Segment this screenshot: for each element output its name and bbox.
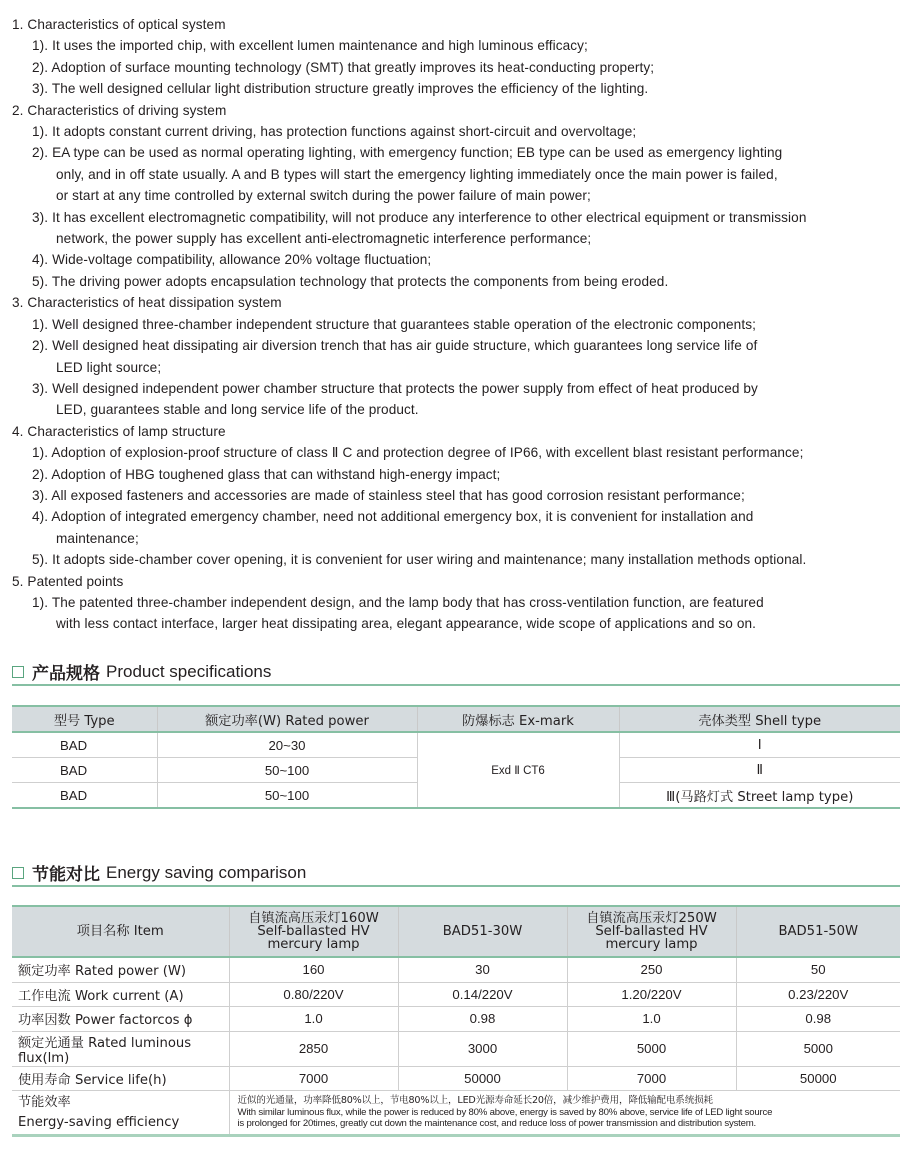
value-cell: 3000 [398, 1031, 567, 1066]
header-line: BAD51-50W [778, 924, 859, 939]
item-number: 4). [32, 509, 49, 525]
list-item [12, 314, 892, 335]
value-cell: 250 [567, 957, 736, 982]
spec-header-row [12, 706, 900, 732]
spec-exmark-cell: Exd Ⅱ CT6 [417, 732, 619, 808]
section-title: 1. Characteristics of optical system [12, 17, 226, 32]
item-number: 3). [32, 81, 49, 97]
header-line: 项目名称 Item [76, 924, 164, 939]
section-title: 2. Characteristics of driving system [12, 102, 227, 118]
spec-header-exmark: 防爆标志 Ex-mark [417, 706, 619, 732]
item-text: only, and in off state usually. A and B types will start the emergency lighting immediately once the main power is failed, [56, 166, 778, 182]
row-label: 额定功率 Rated power (W) [12, 957, 229, 982]
item-text: The driving power adopts encapsulation technology that protects the components from being eroded. [51, 273, 669, 289]
value-cell: 0.98 [736, 1007, 900, 1032]
item-number: 1). [32, 594, 49, 610]
list-item [12, 207, 892, 250]
energy-title-cn: 节能对比 [32, 865, 100, 885]
spec-table [12, 705, 900, 809]
value-cell: 1.20/220V [567, 982, 736, 1007]
efficiency-text-en-2: is prolonged for 20times, greatly cut down the maintenance cost, and reduce loss of power transmission and distribution system. [237, 1118, 757, 1130]
item-text: maintenance; [56, 530, 139, 546]
efficiency-row [12, 1091, 900, 1136]
checkbox-square-icon [12, 867, 24, 879]
item-text: LED light source; [56, 359, 162, 375]
header-line: 自镇流高压汞灯160W [248, 911, 379, 926]
item-text: Adoption of integrated emergency chamber, need not additional emergency box, it is convenient for installation and [51, 509, 754, 525]
list-item [12, 335, 892, 378]
table-row [12, 1007, 900, 1032]
section-title: 3. Characteristics of heat dissipation system [12, 295, 282, 311]
spec-power-cell: 50~100 [157, 758, 417, 783]
item-number: 2). [32, 338, 49, 354]
list-item [12, 57, 892, 78]
item-number: 2). [32, 145, 49, 161]
header-line: mercury lamp [267, 937, 360, 952]
item-text: Adoption of surface mounting technology (SMT) that greatly improves its heat-conducting property; [51, 59, 655, 75]
spec-header-shell: 壳体类型 Shell type [619, 706, 900, 732]
item-text: The patented three-chamber independent design, and the lamp body that has cross-ventilation function, are featured [51, 594, 764, 610]
header-line: mercury lamp [605, 937, 698, 952]
spec-type-cell: BAD [12, 783, 157, 809]
efficiency-text-cn: 近似的光通量，功率降低80%以上，节电80%以上，LED光源寿命延长20倍，减少维护费用，降低输配电系统损耗 [237, 1095, 713, 1107]
table-row [12, 732, 900, 758]
energy-header-cell [736, 906, 900, 957]
item-text: It uses the imported chip, with excellent lumen maintenance and high luminous efficacy; [52, 38, 588, 54]
value-cell: 0.14/220V [398, 982, 567, 1007]
spec-shell-cell: Ⅲ(马路灯式 Street lamp type) [619, 783, 900, 809]
value-cell: 50000 [736, 1066, 900, 1091]
spec-type-cell: BAD [12, 758, 157, 783]
efficiency-label [12, 1091, 229, 1136]
table-row [12, 1031, 900, 1066]
item-text: Well designed heat dissipating air diversion trench that has air guide structure, which guarantees long service life of [52, 338, 758, 354]
list-item [12, 249, 892, 270]
efficiency-label-en: Energy-saving efficiency [18, 1114, 180, 1130]
checkbox-square-icon [12, 666, 24, 678]
spec-power-cell: 20~30 [157, 732, 417, 758]
spec-divider [12, 684, 900, 686]
table-row [12, 1066, 900, 1091]
item-number: 5). [32, 552, 49, 568]
list-item [12, 271, 892, 292]
list-item [12, 121, 892, 142]
spec-shell-cell: Ⅱ [619, 758, 900, 783]
spec-header-type: 型号 Type [12, 706, 157, 732]
value-cell: 5000 [567, 1031, 736, 1066]
value-cell: 5000 [736, 1031, 900, 1066]
spec-shell-cell: Ⅰ [619, 732, 900, 758]
list-item [12, 142, 892, 206]
energy-header-cell [229, 906, 398, 957]
item-text: with less contact interface, larger heat dissipating area, elegant appearance, wide scope of applications and so on. [56, 616, 757, 632]
spec-power-cell: 50~100 [157, 783, 417, 809]
list-item [12, 78, 892, 99]
item-text: network, the power supply has excellent anti-electromagnetic interference performance; [56, 231, 592, 247]
list-item [12, 485, 892, 506]
section-title: 4. Characteristics of lamp structure [12, 423, 226, 439]
value-cell: 50000 [398, 1066, 567, 1091]
item-text: All exposed fasteners and accessories are made of stainless steel that has good corrosion resistant performance; [51, 487, 745, 503]
energy-header-cell [12, 906, 229, 957]
item-text: or start at any time controlled by external switch during the power failure of main power; [56, 188, 591, 204]
energy-header-cell [567, 906, 736, 957]
value-cell: 50 [736, 957, 900, 982]
value-cell: 7000 [567, 1066, 736, 1091]
energy-heading [12, 860, 306, 885]
efficiency-text-en-1: With similar luminous flux, while the power is reduced by 80% above, energy is saved by 80% above, service life of LED light source [237, 1106, 773, 1118]
item-text: It has excellent electromagnetic compatibility, will not produce any interference to other electrical equipment or transmission [52, 209, 807, 225]
item-text: It adopts constant current driving, has protection functions against short-circuit and overvoltage; [52, 124, 637, 140]
header-line: Self-ballasted HV [595, 924, 708, 939]
item-text: It adopts side-chamber cover opening, it is convenient for user wiring and maintenance; many installation methods optional. [52, 552, 807, 568]
value-cell: 2850 [229, 1031, 398, 1066]
list-item [12, 378, 892, 421]
item-number: 5). [32, 273, 49, 289]
item-text: LED, guarantees stable and long service life of the product. [56, 402, 419, 418]
list-item [12, 506, 892, 549]
table-row [12, 982, 900, 1007]
spec-header-power: 额定功率(W) Rated power [157, 706, 417, 732]
header-line: BAD51-30W [442, 924, 523, 939]
energy-header-cell [398, 906, 567, 957]
row-label: 使用寿命 Service life(h) [12, 1066, 229, 1091]
header-line: Self-ballasted HV [257, 924, 370, 939]
item-number: 2). [32, 466, 49, 482]
row-label: 功率因数 Power factorcos ϕ [12, 1007, 229, 1032]
item-number: 3). [32, 487, 49, 503]
energy-header-row [12, 906, 900, 957]
efficiency-text [229, 1091, 900, 1136]
item-number: 1). [32, 316, 49, 332]
energy-table [12, 905, 900, 1137]
list-item [12, 35, 892, 56]
item-text: Adoption of explosion-proof structure of class Ⅱ C and protection degree of IP66, with excellent blast resistant performance; [51, 445, 804, 461]
value-cell: 0.23/220V [736, 982, 900, 1007]
item-text: The well designed cellular light distribution structure greatly improves the efficiency of the lighting. [51, 81, 649, 97]
item-number: 1). [32, 38, 49, 54]
item-number: 1). [32, 124, 49, 140]
section-title: 5. Patented points [12, 573, 124, 589]
spec-title-en: Product specifications [106, 661, 272, 681]
spec-type-cell: BAD [12, 732, 157, 758]
list-item [12, 592, 892, 635]
item-text: EA type can be used as normal operating lighting, with emergency function; EB type can be used as emergency lighting [52, 145, 783, 161]
list-item [12, 442, 892, 463]
energy-title-en: Energy saving comparison [106, 862, 307, 882]
item-text: Well designed three-chamber independent structure that guarantees stable operation of the electronic components; [52, 316, 756, 332]
item-number: 2). [32, 59, 49, 75]
header-line: 自镇流高压汞灯250W [586, 911, 717, 926]
value-cell: 7000 [229, 1066, 398, 1091]
list-item [12, 549, 892, 570]
value-cell: 1.0 [567, 1007, 736, 1032]
value-cell: 0.80/220V [229, 982, 398, 1007]
item-number: 1). [32, 445, 49, 461]
item-number: 3). [32, 380, 49, 396]
row-label: 工作电流 Work current (A) [12, 982, 229, 1007]
item-text: Wide-voltage compatibility, allowance 20% voltage fluctuation; [52, 252, 432, 268]
value-cell: 0.98 [398, 1007, 567, 1032]
value-cell: 160 [229, 957, 398, 982]
spec-title-cn: 产品规格 [32, 664, 100, 684]
item-number: 3). [32, 209, 49, 225]
value-cell: 30 [398, 957, 567, 982]
row-label: 额定光通量 Rated luminous flux(lm) [12, 1031, 229, 1066]
features-list [12, 14, 892, 635]
efficiency-label-cn: 节能效率 [18, 1094, 71, 1110]
item-number: 4). [32, 252, 49, 268]
value-cell: 1.0 [229, 1007, 398, 1032]
energy-divider [12, 885, 900, 887]
table-row [12, 957, 900, 982]
item-text: Well designed independent power chamber structure that protects the power supply from effect of heat produced by [52, 380, 758, 396]
list-item [12, 464, 892, 485]
spec-heading [12, 659, 271, 684]
item-text: Adoption of HBG toughened glass that can withstand high-energy impact; [51, 466, 501, 482]
